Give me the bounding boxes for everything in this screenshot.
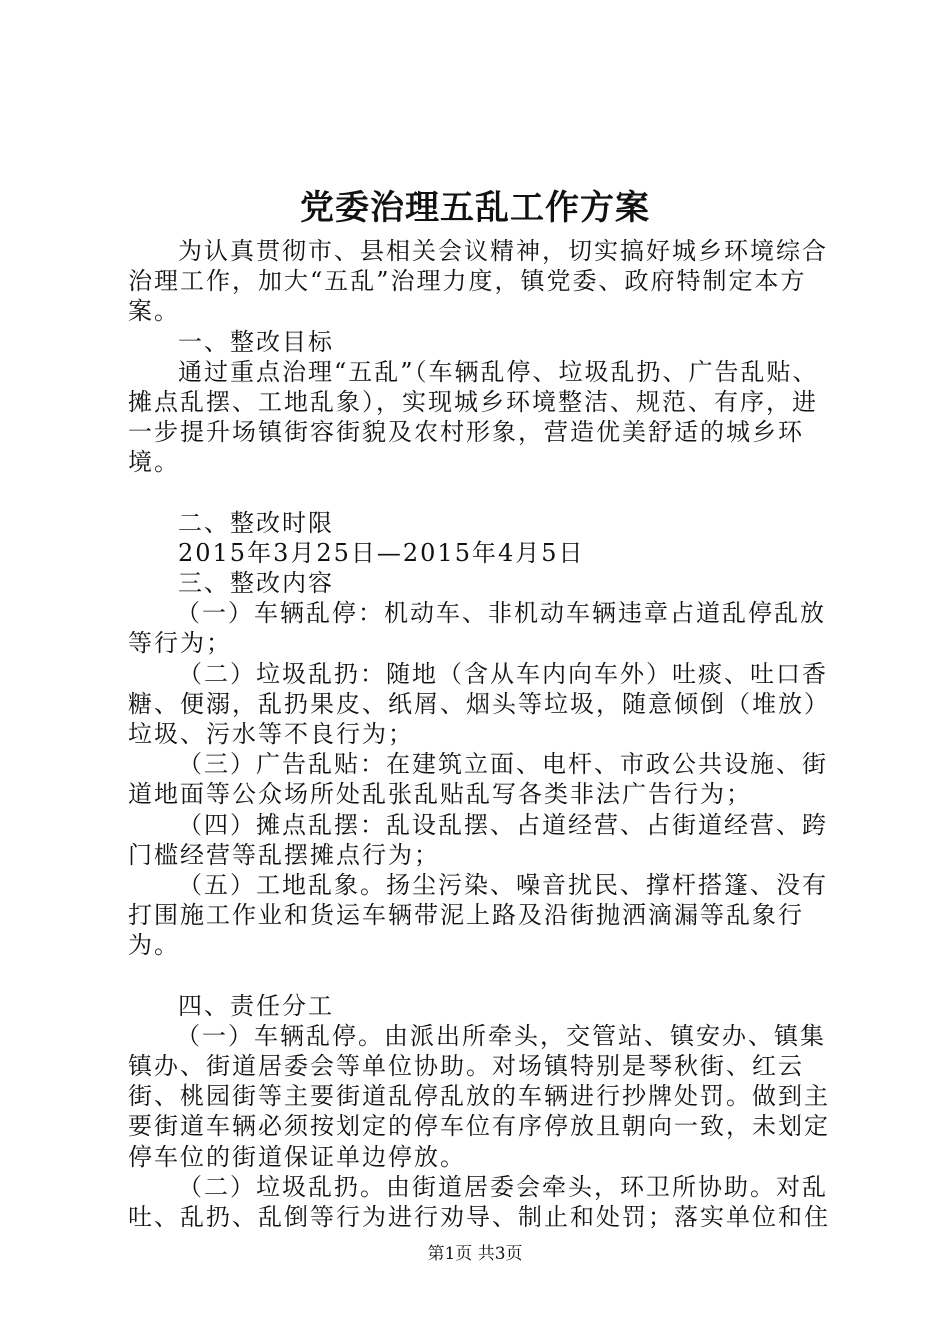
- content-item-1: （一）车辆乱停：机动车、非机动车辆违章占道乱停乱放等行为；: [128, 599, 826, 658]
- spacer: [128, 961, 840, 991]
- content-item-3: （三）广告乱贴：在建筑立面、电杆、市政公共设施、街道地面等公众场所处乱张乱贴乱写各类非法广告行为；: [128, 750, 828, 809]
- goal-paragraph: 通过重点治理“五乱”（车辆乱停、垃圾乱扔、广告乱贴、摊点乱摆、工地乱象），实现城乡环境整洁、规范、有序，进一步提升场镇街容街貌及农村形象，营造优美舒适的城乡环境。: [128, 357, 819, 477]
- content-item-2: （二）垃圾乱扔：随地（含从车内向车外）吐痰、吐口香糖、便溺，乱扔果皮、纸屑、烟头等垃圾，随意倾倒（堆放）垃圾、污水等不良行为；: [128, 659, 830, 749]
- duty-item-2: （二）垃圾乱扔。由街道居委会牵头，环卫所协助。对乱吐、乱扔、乱倒等行为进行劝导、制止和处罚；落实单位和住: [128, 1172, 830, 1232]
- duty-item-1: （一）车辆乱停。由派出所牵头，交管站、镇安办、镇集镇办、街道居委会等单位协助。对场镇特别是琴秋街、红云街、桃园街等主要街道乱停乱放的车辆进行抄牌处罚。做到主要街道车辆必须按划定的停车位有序停放且朝向一致，未划定停车位的街道保证单边停放。: [128, 1021, 830, 1171]
- spacer: [128, 478, 840, 508]
- section-heading-goal: 一、整改目标: [178, 327, 334, 356]
- deadline-paragraph: 2015年3月25日—2015年4月5日: [178, 538, 585, 567]
- document-title: 党委治理五乱工作方案: [300, 188, 650, 228]
- content-item-4: （四）摊点乱摆：乱设乱摆、占道经营、占街道经营、跨门槛经营等乱摆摊点行为；: [128, 810, 828, 869]
- content-item-5: （五）工地乱象。扬尘污染、噪音扰民、撑杆搭篷、没有打围施工作业和货运车辆带泥上路及沿街抛洒滴漏等乱象行为。: [128, 871, 828, 960]
- intro-paragraph: 为认真贯彻市、县相关会议精神，切实搞好城乡环境综合治理工作，加大“五乱”治理力度，镇党委、政府特制定本方案。: [128, 237, 828, 326]
- document-body: [128, 236, 840, 1232]
- section-heading-content: 三、整改内容: [178, 569, 334, 598]
- page-number-footer: 第1页 共3页: [427, 1244, 523, 1264]
- section-heading-duty: 四、责任分工: [178, 991, 334, 1020]
- section-heading-deadline: 二、整改时限: [178, 508, 334, 537]
